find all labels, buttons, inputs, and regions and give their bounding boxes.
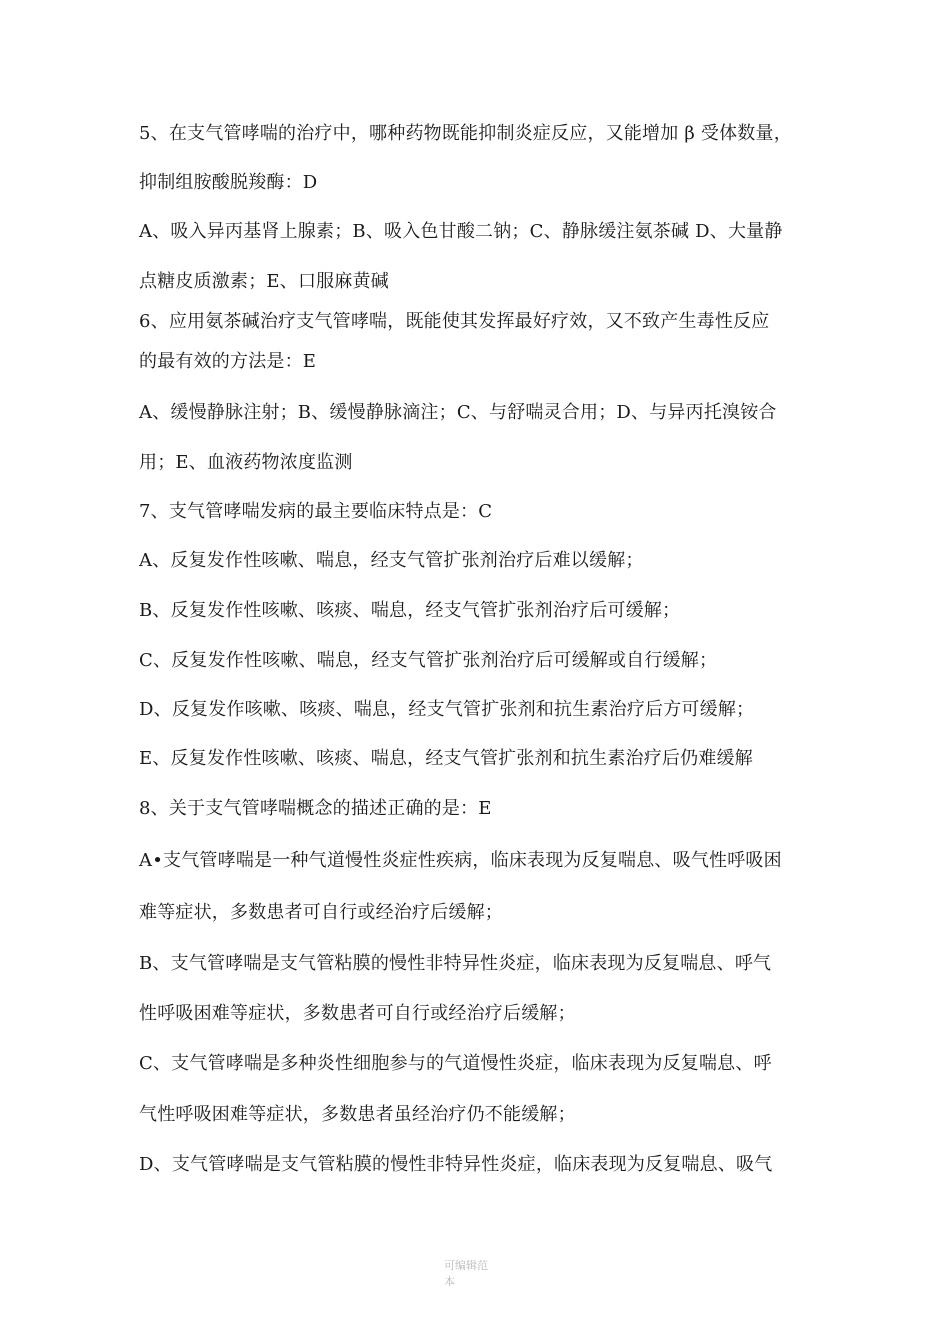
question-6-text: 6、应用氨茶碱治疗支气管哮喘，既能使其发挥最好疗效，又不致产生毒性反应 (139, 311, 770, 332)
page-footer-watermark (444, 1258, 506, 1290)
footer-line-1: 可编辑范 (444, 1259, 488, 1272)
question-5-text-cont: 抑制组胺酸脱羧酶：D (139, 172, 318, 193)
question-8-option-c: C、支气管哮喘是多种炎性细胞参与的气道慢性炎症，临床表现为反复喘息、呼 (139, 1053, 772, 1074)
question-6-options-cont: 用；E、血液药物浓度监测 (139, 452, 353, 473)
question-8-option-b-cont: 性呼吸困难等症状，多数患者可自行或经治疗后缓解； (139, 1003, 576, 1024)
question-7-option-a: A、反复发作性咳嗽、喘息，经支气管扩张剂治疗后难以缓解； (139, 550, 644, 571)
footer-line-2: 本 (444, 1275, 455, 1288)
question-6-text-cont: 的最有效的方法是：E (139, 351, 317, 372)
question-5-options: A、吸入异丙基肾上腺素；B、吸入色甘酸二钠；C、静脉缓注氨茶碱 D、大量静 (139, 221, 783, 242)
question-8-option-a: A•支气管哮喘是一种气道慢性炎症性疾病，临床表现为反复喘息、吸气性呼吸困 (139, 850, 782, 871)
question-7-option-d: D、反复发作咳嗽、咳痰、喘息，经支气管扩张剂和抗生素治疗后方可缓解； (139, 699, 755, 720)
question-7-option-b: B、反复发作性咳嗽、咳痰、喘息，经支气管扩张剂治疗后可缓解； (139, 600, 681, 621)
question-5-text: 5、在支气管哮喘的治疗中，哪种药物既能抑制炎症反应，又能增加 β 受体数量， (139, 123, 792, 144)
question-7-option-c: C、反复发作性咳嗽、喘息，经支气管扩张剂治疗后可缓解或自行缓解； (139, 650, 718, 671)
question-8-text: 8、关于支气管哮喘概念的描述正确的是：E (139, 798, 492, 819)
question-5-options-cont: 点糖皮质激素；E、口服麻黄碱 (139, 271, 389, 292)
question-8-option-c-cont: 气性呼吸困难等症状，多数患者虽经治疗仍不能缓解； (139, 1104, 576, 1125)
question-8-option-b: B、支气管哮喘是支气管粘膜的慢性非特异性炎症，临床表现为反复喘息、呼气 (139, 953, 772, 974)
question-7-option-e: E、反复发作性咳嗽、咳痰、喘息，经支气管扩张剂和抗生素治疗后仍难缓解 (139, 748, 753, 769)
question-8-option-a-cont: 难等症状，多数患者可自行或经治疗后缓解； (139, 902, 503, 923)
question-8-option-d: D、支气管哮喘是支气管粘膜的慢性非特异性炎症，临床表现为反复喘息、吸气 (139, 1154, 773, 1175)
question-6-options: A、缓慢静脉注射；B、缓慢静脉滴注；C、与舒喘灵合用；D、与异丙托溴铵合 (139, 402, 777, 423)
question-7-text: 7、支气管哮喘发病的最主要临床特点是：C (139, 501, 493, 522)
